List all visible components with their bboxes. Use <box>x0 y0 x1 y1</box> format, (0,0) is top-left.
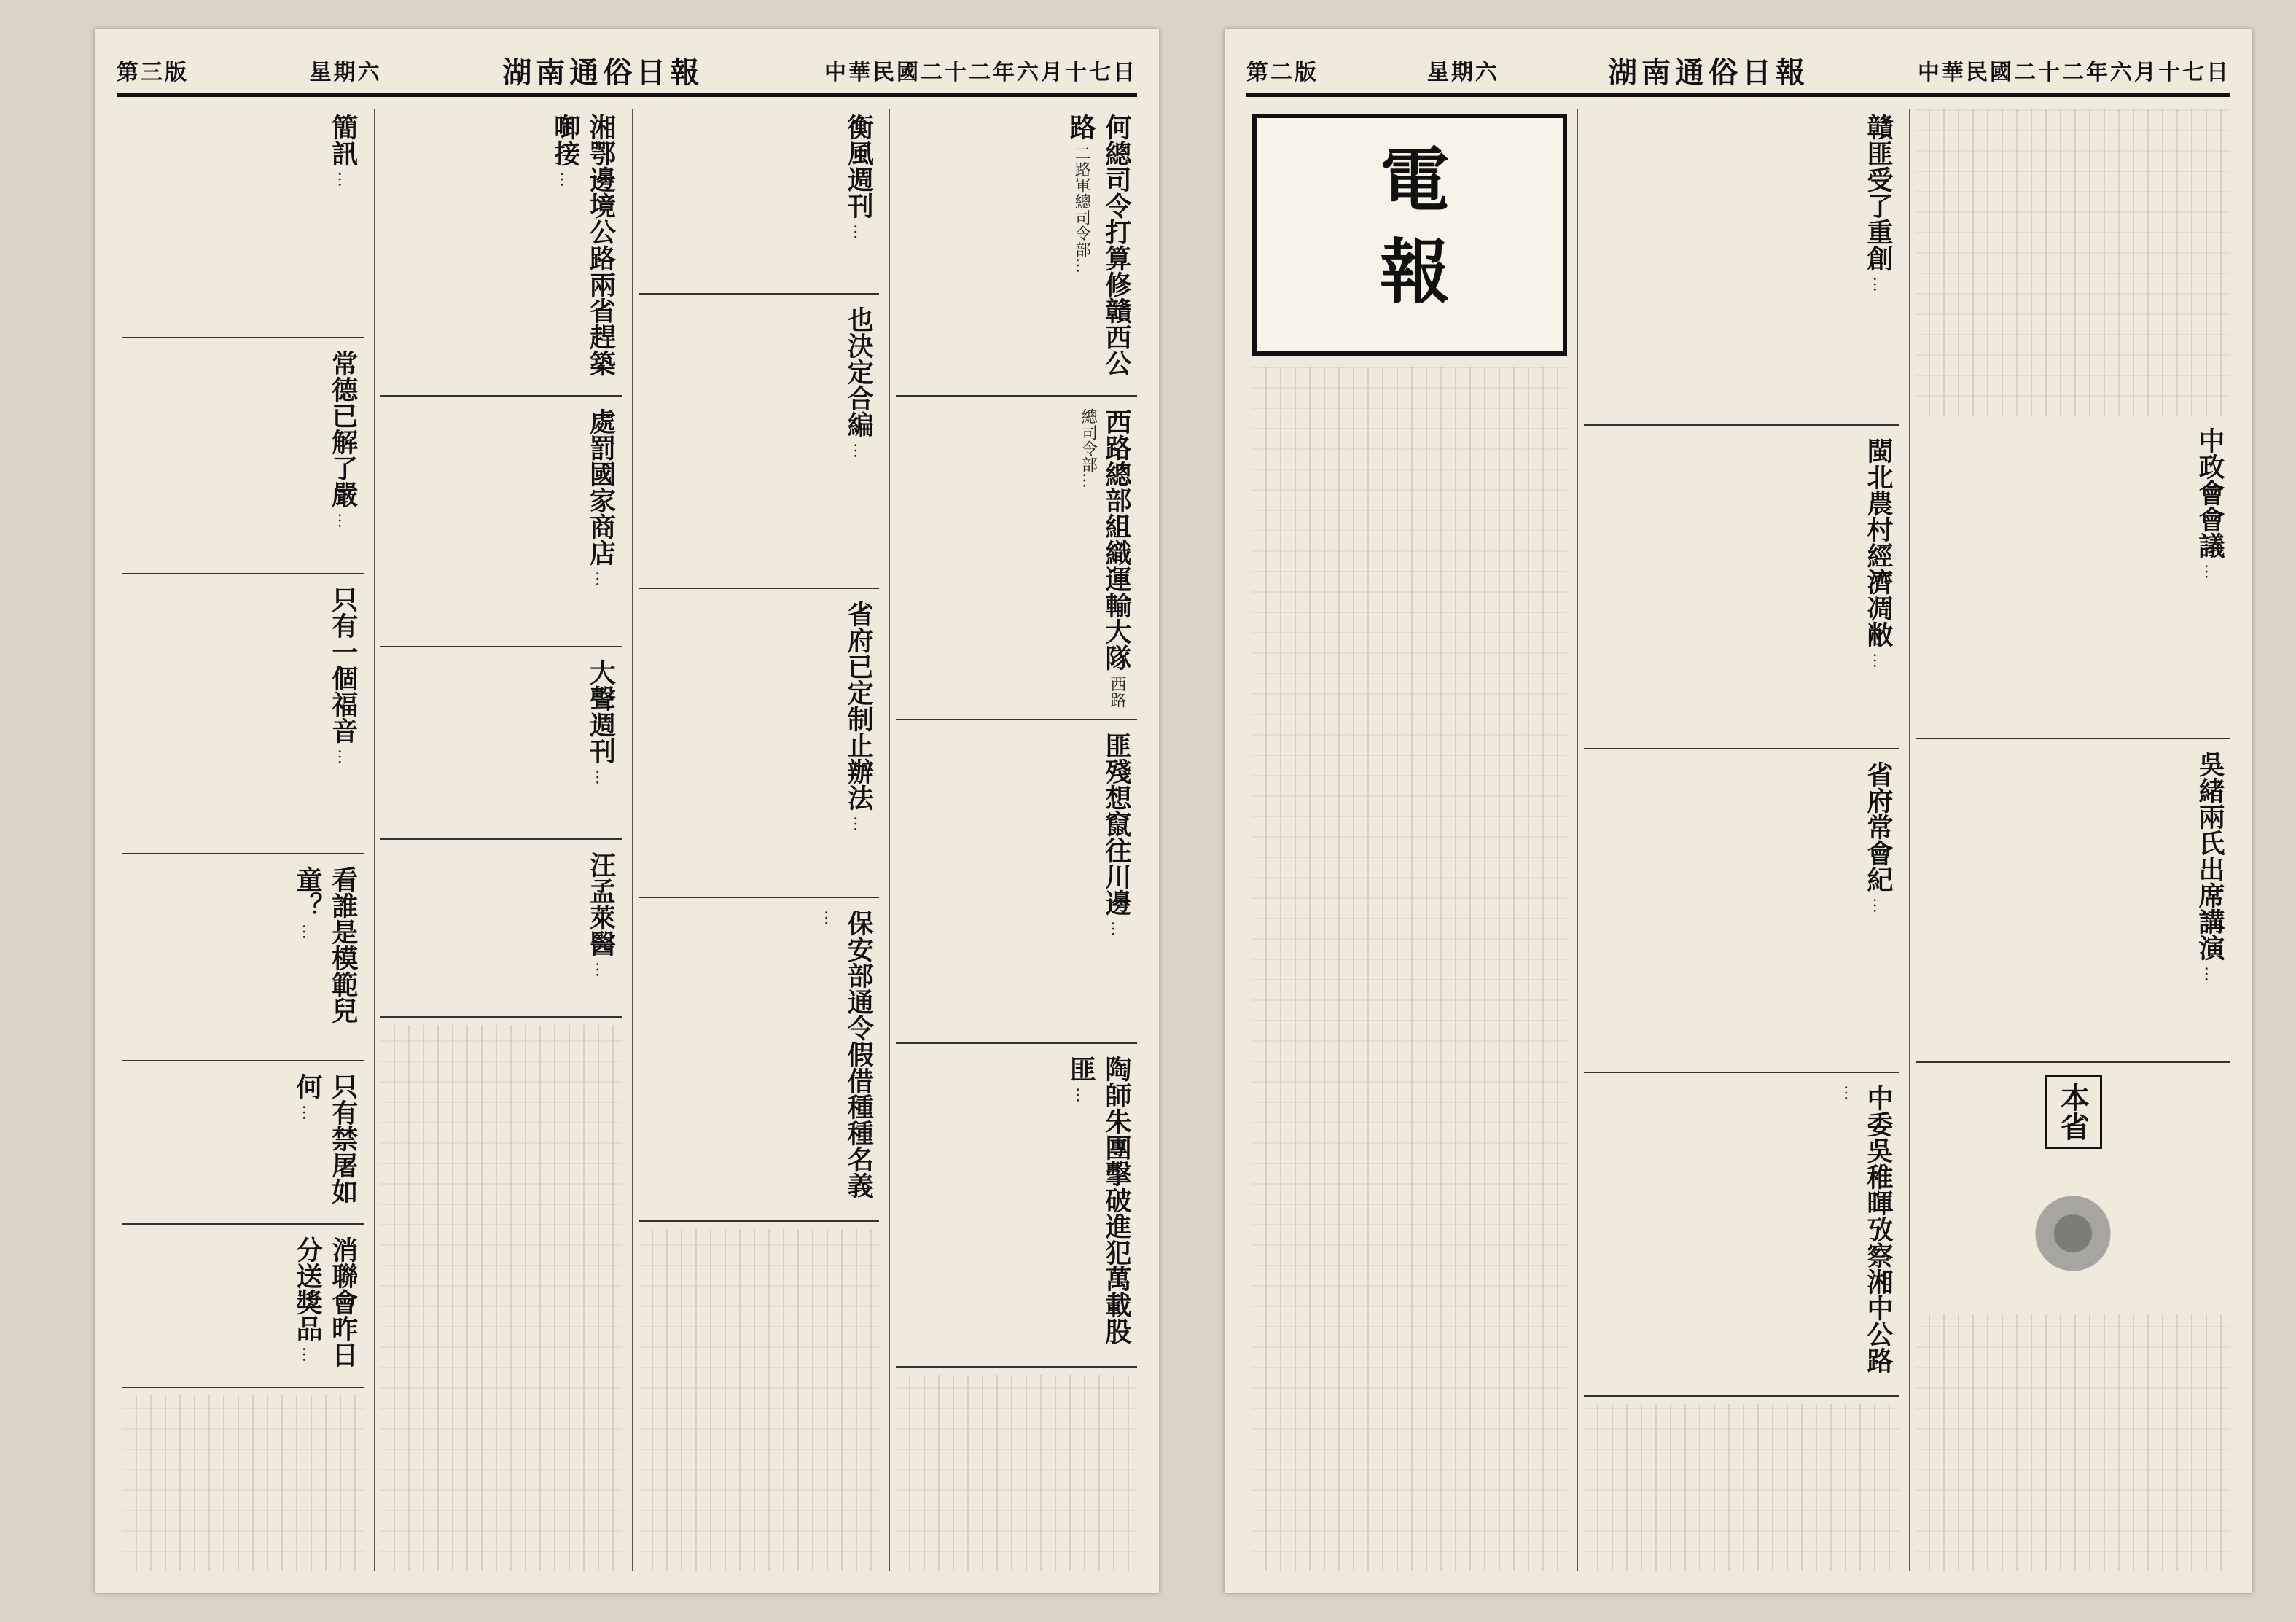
article-text-block <box>1584 1404 1899 1571</box>
article-body: 二路軍總司令部… <box>1072 145 1091 273</box>
article-headline: 看誰是模範兒童？ <box>292 866 359 1024</box>
article <box>380 847 622 1018</box>
article <box>122 109 364 338</box>
article <box>1584 1080 1899 1397</box>
article-headline: 處罰國家商店 <box>585 408 617 566</box>
article-headline: 陶師朱團擊破進犯萬載股匪 <box>1066 1056 1132 1344</box>
article <box>122 1232 364 1388</box>
section-label: 本省 <box>2045 1075 2102 1149</box>
article-headline: 省府常會紀 <box>1863 761 1894 892</box>
article-text-block <box>639 1229 880 1571</box>
article-headline: 何總司令打算修贛西公路 <box>1066 114 1132 376</box>
article <box>896 109 1137 397</box>
page-content <box>1246 109 2230 1571</box>
column <box>374 109 622 1571</box>
ornament-icon <box>2007 1168 2139 1299</box>
masthead-edition: 第三版 <box>117 60 189 85</box>
article-headline: 也決定合編 <box>843 306 875 437</box>
article <box>122 582 364 854</box>
article-body: … <box>850 816 869 832</box>
article-body: … <box>821 910 840 926</box>
article <box>380 404 622 647</box>
column <box>1246 109 1567 1571</box>
column <box>1909 109 2230 1571</box>
article <box>380 109 622 397</box>
article <box>639 905 880 1222</box>
article-headline: 省府已定制止辦法 <box>843 601 875 811</box>
article-headline: 簡訊 <box>327 114 359 166</box>
article-body: … <box>556 171 575 187</box>
article <box>896 1051 1137 1368</box>
article <box>639 109 880 295</box>
column <box>1577 109 1899 1571</box>
article-headline: 匪殘想竄往川邊 <box>1101 732 1132 916</box>
article <box>896 728 1137 1044</box>
article-body: … <box>1870 897 1888 913</box>
article-headline: 大聲週刊 <box>585 659 617 764</box>
article <box>1916 423 2230 739</box>
article-body: … <box>334 749 353 765</box>
article-headline: 吳緒兩氏出席講演 <box>2195 751 2225 961</box>
article-text-block <box>1916 1314 2230 1571</box>
article-headline: 贛匪受了重創 <box>1863 114 1894 271</box>
article-headline: 中委吳稚暉攷察湘中公路 <box>1863 1085 1894 1373</box>
column <box>632 109 880 1571</box>
article-text-block <box>380 1025 622 1571</box>
article-headline: 消聯會昨日分送獎品 <box>292 1236 359 1368</box>
column <box>889 109 1137 1571</box>
article-body: … <box>1840 1085 1859 1101</box>
masthead-title: 湖南通俗日報 <box>502 55 704 90</box>
page-content <box>117 109 1137 1571</box>
article <box>1916 746 2230 1063</box>
article <box>122 1069 364 1225</box>
article-headline: 只有禁屠如何 <box>292 1073 359 1204</box>
article-headline: 保安部通令假借種種名義 <box>843 910 875 1198</box>
masthead-date: 中華民國二十二年六月十七日 <box>1918 60 2230 85</box>
article-text-block <box>122 1395 364 1571</box>
masthead <box>1246 47 2230 97</box>
article-headline: 汪孟萊醫 <box>585 851 617 956</box>
article-body: … <box>299 1346 318 1362</box>
article-text-block <box>1916 109 2230 416</box>
article-text-block <box>1252 367 1567 1571</box>
article <box>639 302 880 589</box>
article-headline: 常德已解了嚴 <box>327 350 359 507</box>
article-body: … <box>1870 652 1888 668</box>
article-body: … <box>592 962 611 978</box>
article-body: 西路總司令部… <box>1079 408 1126 708</box>
article <box>1584 109 1899 426</box>
page-second-edition <box>1225 29 2252 1593</box>
article-body: … <box>592 769 611 785</box>
article-body: … <box>2201 564 2219 580</box>
article-text-block <box>896 1375 1137 1571</box>
masthead-edition: 第二版 <box>1246 60 1319 85</box>
article <box>380 655 622 840</box>
article-body: … <box>334 512 353 529</box>
article-headline: 中政會會議 <box>2195 427 2225 558</box>
masthead <box>117 47 1137 97</box>
article-body: … <box>1108 921 1126 937</box>
masthead-title: 湖南通俗日報 <box>1608 55 1809 90</box>
article-headline: 衡風週刊 <box>843 114 875 219</box>
article-body: … <box>850 224 869 240</box>
telegram-banner <box>1252 114 1567 356</box>
telegram-title: 電報 <box>1368 143 1451 327</box>
article-headline: 閩北農村經濟凋敝 <box>1863 437 1894 647</box>
masthead-weekday: 星期六 <box>1427 60 1499 85</box>
article-body: … <box>1072 1087 1091 1103</box>
article <box>639 596 880 898</box>
masthead-weekday: 星期六 <box>309 60 382 85</box>
article <box>122 862 364 1061</box>
article <box>122 346 364 574</box>
article-body: … <box>592 571 611 587</box>
column <box>117 109 364 1571</box>
page-third-edition <box>95 29 1159 1593</box>
article <box>1584 433 1899 749</box>
article-body: … <box>299 1104 318 1120</box>
article-headline: 西路總部組織運輸大隊 <box>1101 408 1132 671</box>
article-body: … <box>850 442 869 459</box>
article-headline: 湘鄂邊境公路兩省趕築啣接 <box>550 114 617 376</box>
article-body: … <box>299 924 318 940</box>
article <box>1584 757 1899 1073</box>
article-body: … <box>1870 276 1888 292</box>
article-body: … <box>334 171 353 187</box>
article-body: … <box>2201 966 2219 982</box>
masthead-date: 中華民國二十二年六月十七日 <box>824 60 1137 85</box>
article <box>896 404 1137 720</box>
article-headline: 只有一個福音 <box>327 586 359 744</box>
